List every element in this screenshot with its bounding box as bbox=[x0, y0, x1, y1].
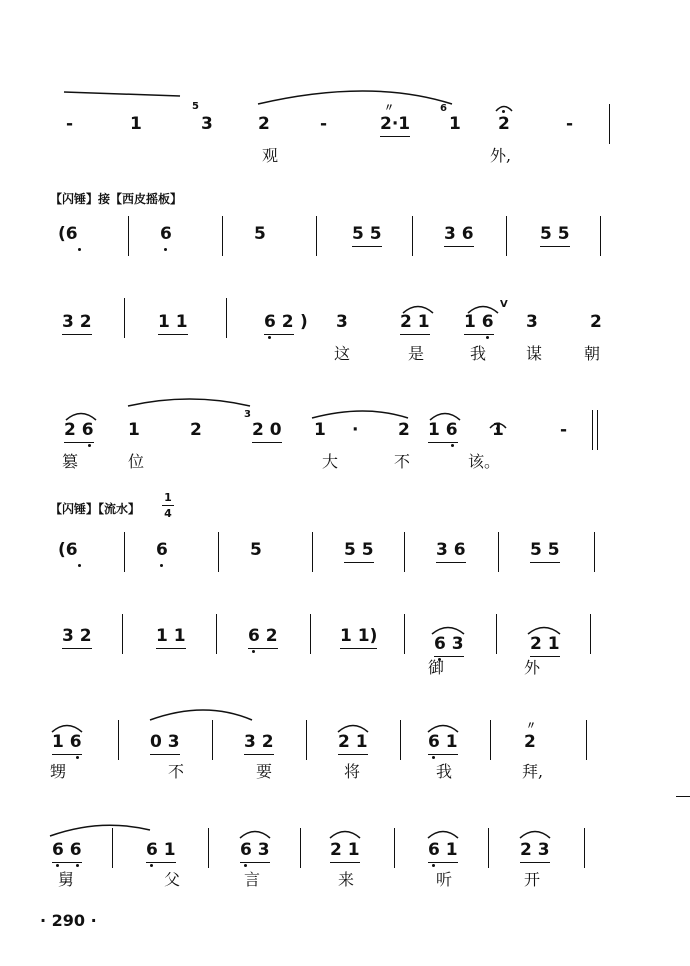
low-octave-dot bbox=[268, 336, 271, 339]
low-octave-dot bbox=[451, 444, 454, 447]
bar-line bbox=[222, 216, 223, 256]
bar-line bbox=[488, 828, 489, 868]
meter-denominator: 4 bbox=[164, 507, 172, 520]
note: 3 bbox=[526, 312, 538, 332]
margin-mark bbox=[676, 796, 690, 797]
note-group: 3 2 bbox=[62, 312, 92, 332]
bar-line bbox=[590, 614, 591, 654]
bar-line bbox=[316, 216, 317, 256]
lyric: 将 bbox=[344, 762, 361, 781]
lyric: 御 bbox=[428, 658, 445, 677]
grace-note: 6 bbox=[440, 103, 447, 114]
bar-line bbox=[412, 216, 413, 256]
lyric: 来 bbox=[338, 870, 355, 889]
slur-line8-c bbox=[330, 832, 360, 839]
bar-line bbox=[609, 104, 610, 144]
lyric: 我 bbox=[470, 344, 487, 363]
lyric: 要 bbox=[256, 762, 273, 781]
lyric: 不 bbox=[168, 762, 185, 781]
bar-line bbox=[216, 614, 217, 654]
bar-line bbox=[124, 532, 125, 572]
note: 6 bbox=[156, 540, 168, 560]
note-group: 6 6 bbox=[52, 840, 82, 860]
lyric: 篡 bbox=[62, 452, 79, 471]
low-octave-dot bbox=[78, 564, 81, 567]
note-group: 2 1 bbox=[530, 634, 560, 654]
note-group: 6 1 bbox=[428, 840, 458, 860]
bar-line bbox=[600, 216, 601, 256]
bar-line bbox=[226, 298, 227, 338]
bar-line bbox=[404, 532, 405, 572]
low-octave-dot bbox=[56, 864, 59, 867]
note: 5 bbox=[254, 224, 266, 244]
section-label: 【闪锤】【流水】 bbox=[50, 502, 141, 516]
note: 2 bbox=[524, 732, 536, 752]
slur-line8-a bbox=[50, 825, 150, 836]
note-group: 6 3 bbox=[240, 840, 270, 860]
low-octave-dot bbox=[432, 864, 435, 867]
note: - bbox=[320, 114, 328, 134]
bar-line bbox=[112, 828, 113, 868]
low-octave-dot bbox=[150, 864, 153, 867]
lyric: 甥 bbox=[50, 762, 67, 781]
bar-line bbox=[218, 532, 219, 572]
bar-line bbox=[404, 614, 405, 654]
lyric: 位 bbox=[128, 452, 145, 471]
bar-line bbox=[586, 720, 587, 760]
note-group: 3 6 bbox=[444, 224, 474, 244]
bar-line bbox=[400, 720, 401, 760]
lyric: 外, bbox=[490, 146, 512, 165]
section-label: 【闪锤】接【西皮摇板】 bbox=[50, 192, 183, 206]
lyric: 大 bbox=[322, 452, 339, 471]
bar-line bbox=[124, 298, 125, 338]
bar-line bbox=[306, 720, 307, 760]
tie-line1-start bbox=[64, 92, 180, 96]
slur-line1-a bbox=[258, 91, 452, 104]
final-bar-line bbox=[597, 410, 598, 450]
bar-line bbox=[490, 720, 491, 760]
note: (6 bbox=[58, 540, 78, 560]
lyric: 是 bbox=[408, 344, 425, 363]
note: - bbox=[566, 114, 574, 134]
note-group: 1 1 bbox=[156, 626, 186, 646]
bar-line bbox=[208, 828, 209, 868]
note: - bbox=[66, 114, 74, 134]
note: 2 bbox=[190, 420, 202, 440]
low-octave-dot bbox=[244, 864, 247, 867]
lyric: 言 bbox=[244, 870, 261, 889]
grace-note: 3 bbox=[244, 409, 251, 420]
bar-line bbox=[594, 532, 595, 572]
note-group: 1 1) bbox=[340, 626, 378, 646]
note-group: 5 5 bbox=[352, 224, 382, 244]
bar-line bbox=[122, 614, 123, 654]
note-group: 2·1 bbox=[380, 114, 411, 134]
accent-mark: 〃 bbox=[384, 103, 394, 114]
lyric: 谋 bbox=[526, 344, 543, 363]
accent-mark: 〃 bbox=[526, 721, 536, 732]
bar-line bbox=[118, 720, 119, 760]
lyric: 朝 bbox=[584, 344, 601, 363]
note: - bbox=[560, 420, 568, 440]
lyric: 该。 bbox=[468, 452, 501, 471]
lyric: 开 bbox=[524, 870, 541, 889]
note: 3 bbox=[336, 312, 348, 332]
lyric: 我 bbox=[436, 762, 453, 781]
lyric: 这 bbox=[334, 344, 351, 363]
bar-line bbox=[394, 828, 395, 868]
low-octave-dot bbox=[160, 564, 163, 567]
note: 1 bbox=[314, 420, 326, 440]
note-group: 2 1 bbox=[330, 840, 360, 860]
bar-line bbox=[310, 614, 311, 654]
low-octave-dot bbox=[432, 756, 435, 759]
note-group: 1 6 bbox=[464, 312, 494, 332]
note-group: 6 1 bbox=[146, 840, 176, 860]
note-group: 5 5 bbox=[530, 540, 560, 560]
note-group: 3 2 bbox=[62, 626, 92, 646]
bar-line bbox=[128, 216, 129, 256]
note-group: 0 3 bbox=[150, 732, 180, 752]
lyric: 观 bbox=[262, 146, 279, 165]
note-group: 2 1 bbox=[400, 312, 430, 332]
bar-line bbox=[312, 532, 313, 572]
bar-line bbox=[496, 614, 497, 654]
note-group: 1 1 bbox=[158, 312, 188, 332]
note: 1 bbox=[128, 420, 140, 440]
low-octave-dot bbox=[486, 336, 489, 339]
meter-line bbox=[162, 505, 174, 506]
lyric: 拜, bbox=[522, 762, 544, 781]
grace-note: 5 bbox=[192, 101, 199, 112]
bar-line bbox=[212, 720, 213, 760]
note-group: 3 6 bbox=[436, 540, 466, 560]
slur-line8-d bbox=[428, 832, 458, 839]
breath-mark: V bbox=[500, 299, 508, 310]
note: 1 bbox=[449, 114, 461, 134]
note: 2 bbox=[498, 114, 510, 134]
fermata-dot bbox=[502, 110, 505, 113]
note: (6 bbox=[58, 224, 78, 244]
low-octave-dot bbox=[88, 444, 91, 447]
note-group: 5 5 bbox=[344, 540, 374, 560]
note-group: 3 2 bbox=[244, 732, 274, 752]
slur-line8-e bbox=[520, 832, 550, 839]
page-number: · 290 · bbox=[40, 911, 97, 930]
lyric: 不 bbox=[394, 452, 411, 471]
note-group: 1 6 bbox=[52, 732, 82, 752]
note-group: 2 3 bbox=[520, 840, 550, 860]
note-group: 6 1 bbox=[428, 732, 458, 752]
note-group: 5 5 bbox=[540, 224, 570, 244]
note: 2 bbox=[258, 114, 270, 134]
lyric: 外 bbox=[524, 658, 541, 677]
low-octave-dot bbox=[76, 864, 79, 867]
low-octave-dot bbox=[76, 756, 79, 759]
note-group: 6 2 bbox=[248, 626, 278, 646]
low-octave-dot bbox=[164, 248, 167, 251]
slur-line8-b bbox=[240, 832, 270, 839]
paren: ) bbox=[300, 312, 308, 332]
final-bar-line bbox=[592, 410, 593, 450]
note-group: 6 3 bbox=[434, 634, 464, 654]
note: 2 bbox=[590, 312, 602, 332]
lyric: 听 bbox=[436, 870, 453, 889]
note: 6 bbox=[160, 224, 172, 244]
lyric: 舅 bbox=[58, 870, 75, 889]
note-group: 6 2 bbox=[264, 312, 294, 332]
slur-line4-b bbox=[128, 399, 250, 406]
low-octave-dot bbox=[78, 248, 81, 251]
note-group: 2 1 bbox=[338, 732, 368, 752]
note: 1 bbox=[130, 114, 142, 134]
note: 2 bbox=[398, 420, 410, 440]
note-group: 2 0 bbox=[252, 420, 282, 440]
note: 5 bbox=[250, 540, 262, 560]
low-octave-dot bbox=[252, 650, 255, 653]
note-group: 2 6 bbox=[64, 420, 94, 440]
note: 3 bbox=[201, 114, 213, 134]
note: 1 bbox=[492, 420, 504, 440]
slur-line4-c bbox=[312, 411, 408, 418]
lyric: 父 bbox=[164, 870, 181, 889]
meter-numerator: 1 bbox=[164, 491, 172, 504]
bar-line bbox=[584, 828, 585, 868]
dot-extension: · bbox=[352, 420, 359, 440]
bar-line bbox=[300, 828, 301, 868]
slur-line7-b bbox=[150, 710, 252, 720]
note-group: 1 6 bbox=[428, 420, 458, 440]
bar-line bbox=[498, 532, 499, 572]
bar-line bbox=[506, 216, 507, 256]
